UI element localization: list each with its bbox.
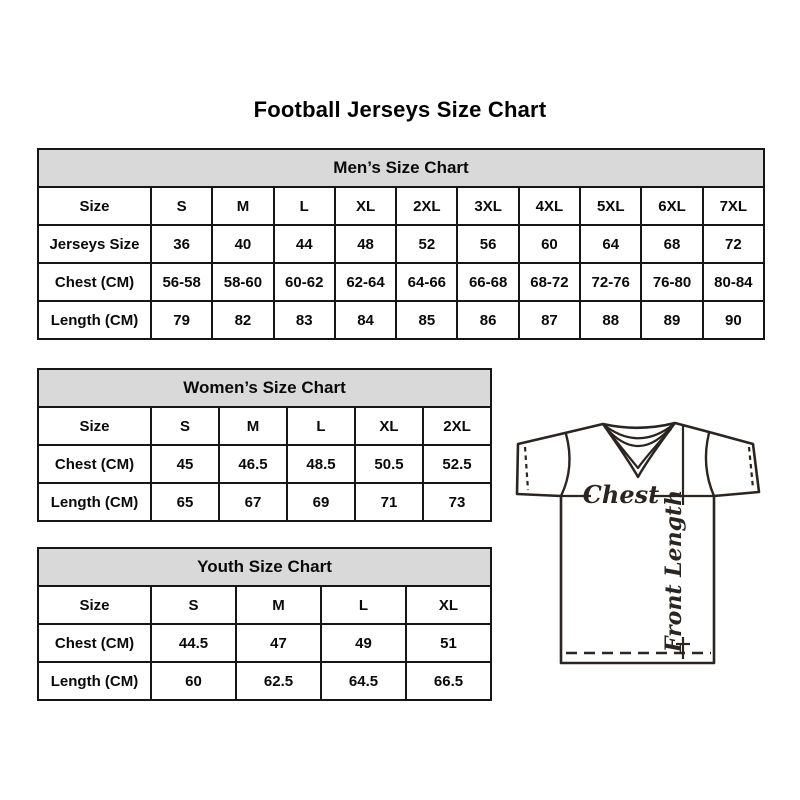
front-length-label: Front Length [661,489,687,653]
table-row [38,225,764,263]
table-title-row [38,149,764,187]
col-header: M [212,187,273,225]
size-value-cell: 67 [219,483,287,521]
size-value-cell: 69 [287,483,355,521]
size-value-cell: 47 [236,624,321,662]
size-value-cell: 89 [641,301,702,339]
col-header: XL [355,407,423,445]
size-value-cell: 56 [457,225,518,263]
size-value-cell: 60-62 [274,263,335,301]
col-header: L [321,586,406,624]
size-value-cell: 73 [423,483,491,521]
row-label: Jerseys Size [38,225,151,263]
size-value-cell: 64 [580,225,641,263]
womens-table-grid [37,368,492,522]
youth-table-title: Youth Size Chart [38,548,491,586]
jersey-measurement-diagram [498,408,782,678]
size-value-cell: 84 [335,301,396,339]
col-header: 5XL [580,187,641,225]
size-value-cell: 71 [355,483,423,521]
womens-table-title: Women’s Size Chart [38,369,491,407]
chest-label: Chest [582,480,660,509]
size-value-cell: 36 [151,225,212,263]
size-value-cell: 64.5 [321,662,406,700]
size-value-cell: 48.5 [287,445,355,483]
row-label: Length (CM) [38,301,151,339]
size-value-cell: 83 [274,301,335,339]
table-row [38,445,491,483]
col-header: S [151,586,236,624]
size-value-cell: 44 [274,225,335,263]
size-value-cell: 60 [151,662,236,700]
table-row [38,483,491,521]
size-value-cell: 66-68 [457,263,518,301]
size-value-cell: 51 [406,624,491,662]
row-label: Length (CM) [38,662,151,700]
col-header: L [287,407,355,445]
size-value-cell: 79 [151,301,212,339]
col-header: 2XL [396,187,457,225]
youth-table-grid [37,547,492,701]
size-value-cell: 66.5 [406,662,491,700]
col-header: S [151,407,219,445]
col-header: L [274,187,335,225]
size-value-cell: 48 [335,225,396,263]
table-row [38,662,491,700]
row-label: Size [38,187,151,225]
size-value-cell: 64-66 [396,263,457,301]
size-value-cell: 65 [151,483,219,521]
size-value-cell: 46.5 [219,445,287,483]
size-value-cell: 50.5 [355,445,423,483]
size-value-cell: 62.5 [236,662,321,700]
jersey-outline [517,423,759,663]
col-header: 4XL [519,187,580,225]
col-header: 6XL [641,187,702,225]
youth-size-table [37,547,492,701]
size-value-cell: 58-60 [212,263,273,301]
col-header: M [236,586,321,624]
col-header: 7XL [703,187,764,225]
size-value-cell: 52.5 [423,445,491,483]
row-label: Chest (CM) [38,263,151,301]
size-value-cell: 80-84 [703,263,764,301]
row-label: Size [38,407,151,445]
womens-size-table [37,368,492,522]
size-value-cell: 72-76 [580,263,641,301]
col-header: M [219,407,287,445]
size-value-cell: 68 [641,225,702,263]
size-value-cell: 90 [703,301,764,339]
size-value-cell: 86 [457,301,518,339]
row-label: Length (CM) [38,483,151,521]
page-title: Football Jerseys Size Chart [253,97,547,122]
size-value-cell: 52 [396,225,457,263]
table-title-row [38,548,491,586]
size-value-cell: 85 [396,301,457,339]
row-label: Chest (CM) [38,624,151,662]
size-value-cell: 49 [321,624,406,662]
col-header: XL [406,586,491,624]
size-value-cell: 88 [580,301,641,339]
table-row [38,301,764,339]
size-value-cell: 56-58 [151,263,212,301]
table-row [38,586,491,624]
table-row [38,187,764,225]
size-value-cell: 45 [151,445,219,483]
size-value-cell: 60 [519,225,580,263]
size-value-cell: 68-72 [519,263,580,301]
row-label: Chest (CM) [38,445,151,483]
mens-table-title: Men’s Size Chart [38,149,764,187]
size-value-cell: 44.5 [151,624,236,662]
size-value-cell: 76-80 [641,263,702,301]
size-value-cell: 72 [703,225,764,263]
row-label: Size [38,586,151,624]
size-value-cell: 87 [519,301,580,339]
table-row [38,407,491,445]
size-value-cell: 40 [212,225,273,263]
mens-table-grid [37,148,765,340]
col-header: 3XL [457,187,518,225]
table-title-row [38,369,491,407]
mens-size-table [37,148,765,340]
size-value-cell: 62-64 [335,263,396,301]
col-header: S [151,187,212,225]
size-value-cell: 82 [212,301,273,339]
col-header: 2XL [423,407,491,445]
col-header: XL [335,187,396,225]
table-row [38,624,491,662]
table-row [38,263,764,301]
